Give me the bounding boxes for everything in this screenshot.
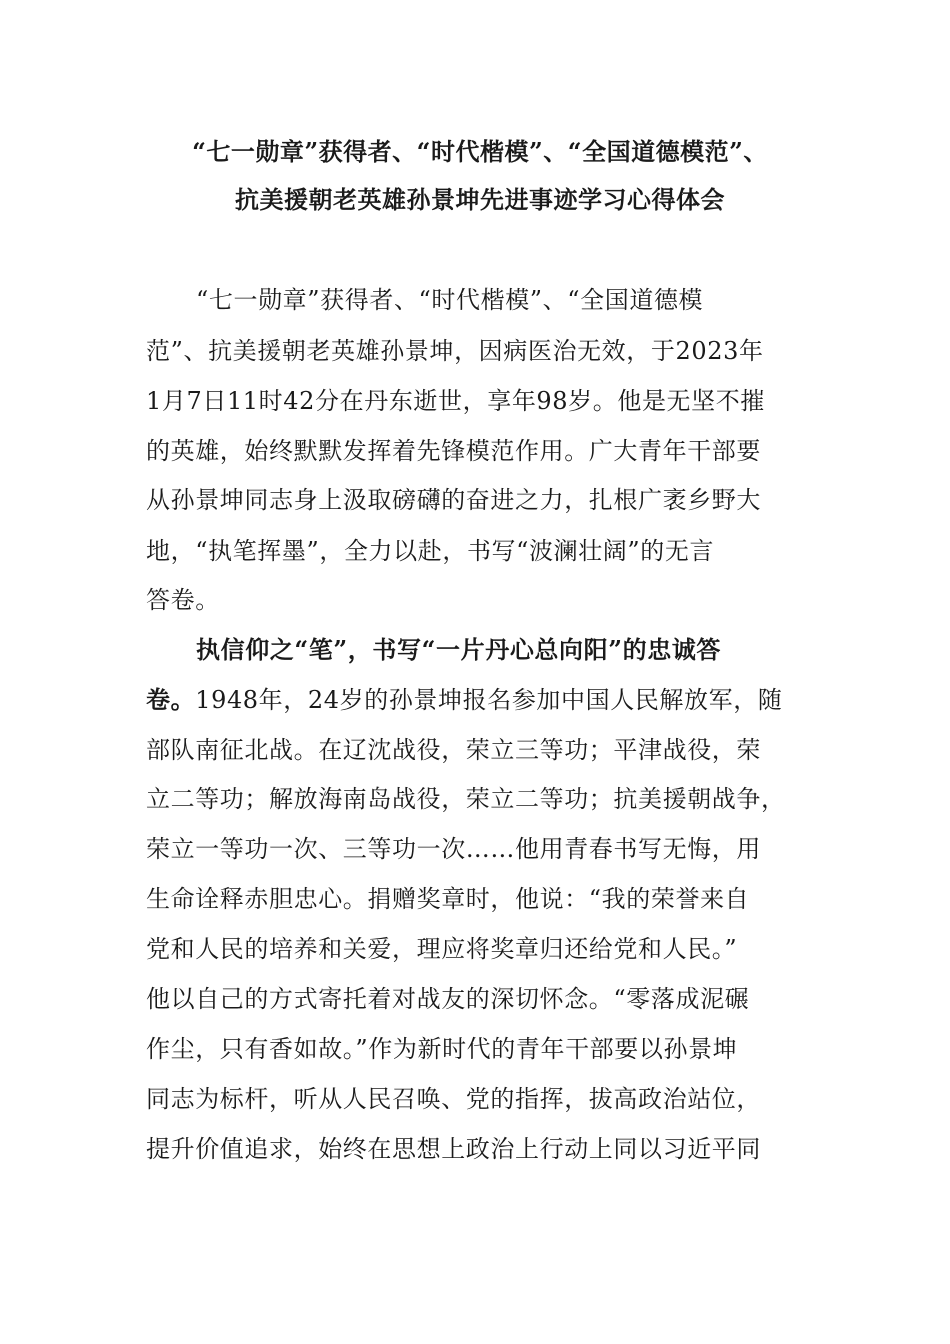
paragraph-2-line-9: 作尘，只有香如故。”作为新时代的青年干部要以孙景坤 — [146, 1035, 738, 1063]
paragraph-2-line-6: 生命诠释赤胆忠心。捐赠奖章时，他说：“我的荣誉来自 — [146, 885, 750, 913]
paragraph-1-line-6: 地，“执笔挥墨”，全力以赴，书写“波澜壮阔”的无言 — [146, 537, 715, 565]
paragraph-2-heading-end: 卷。 — [146, 685, 196, 714]
paragraph-2-heading-line-1: 执信仰之“笔”，书写“一片丹心总向阳”的忠诚答 — [196, 635, 722, 664]
document-title-line-2: 抗美援朝老英雄孙景坤先进事迹学习心得体会 — [235, 185, 725, 214]
paragraph-2-line-3: 部队南征北战。在辽沈战役，荣立三等功；平津战役，荣 — [146, 736, 761, 764]
paragraph-2-line-10: 同志为标杆，听从人民召唤、党的指挥，拔高政治站位， — [146, 1085, 761, 1113]
paragraph-2-line-5: 荣立一等功一次、三等功一次……他用青春书写无悔，用 — [146, 835, 761, 863]
paragraph-1-line-1: “七一勋章”获得者、“时代楷模”、“全国道德模 — [196, 286, 704, 314]
paragraph-2-line-2-text: 1948年，24岁的孙景坤报名参加中国人民解放军，随 — [195, 686, 783, 714]
paragraph-1-line-4: 的英雄，始终默默发挥着先锋模范作用。广大青年干部要 — [146, 437, 761, 465]
paragraph-1-line-7: 答卷。 — [146, 586, 220, 614]
paragraph-2-line-8: 他以自己的方式寄托着对战友的深切怀念。“零落成泥碾 — [146, 985, 750, 1013]
paragraph-1-line-3: 1月7日11时42分在丹东逝世，享年98岁。他是无坚不摧 — [146, 387, 765, 415]
paragraph-2-line-11: 提升价值追求，始终在思想上政治上行动上同以习近平同 — [146, 1135, 761, 1163]
document-title-line-1: “七一勋章”获得者、“时代楷模”、“全国道德模范”、 — [192, 137, 768, 166]
paragraph-2-line-7: 党和人民的培养和关爱，理应将奖章归还给党和人民。” — [146, 935, 738, 963]
paragraph-2-line-4: 立二等功；解放海南岛战役，荣立二等功；抗美援朝战争， — [146, 785, 786, 813]
paragraph-1-line-2: 范”、抗美援朝老英雄孙景坤，因病医治无效，于2023年 — [146, 337, 764, 365]
paragraph-2-line-2 — [146, 685, 806, 715]
paragraph-1-line-5: 从孙景坤同志身上汲取磅礴的奋进之力，扎根广袤乡野大 — [146, 486, 761, 514]
